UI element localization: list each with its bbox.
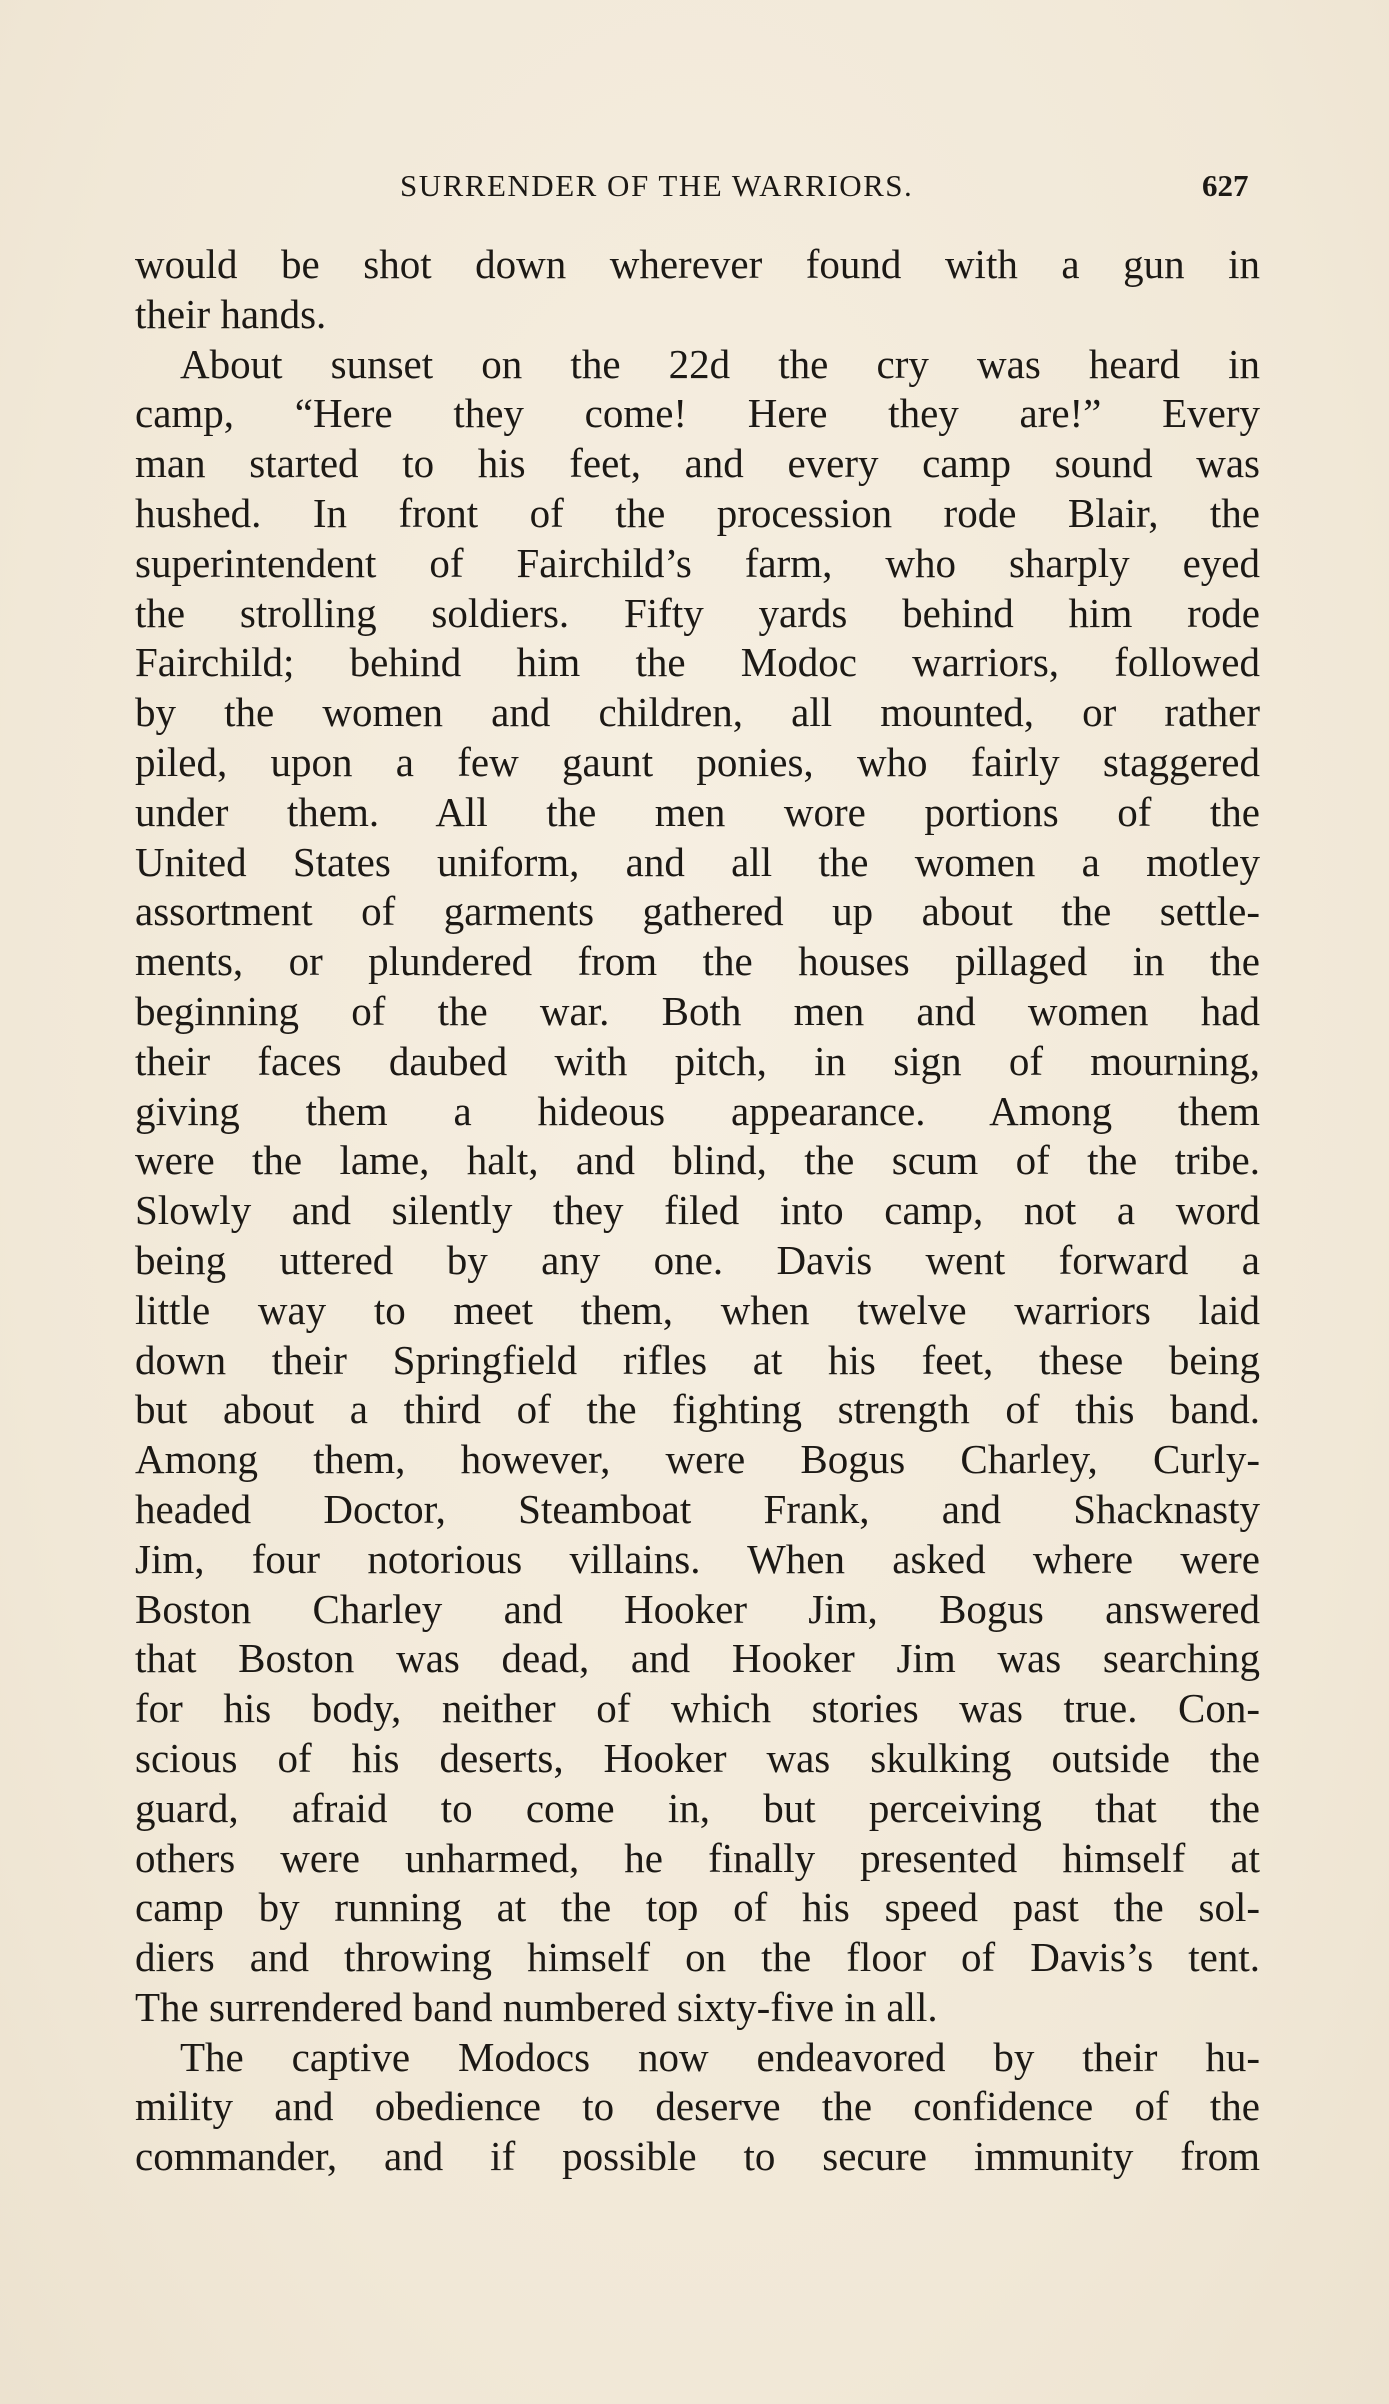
- text-line: for his body, neither of which stories was true. Con-: [135, 1685, 1260, 1732]
- text-line: giving them a hideous appearance. Among them: [135, 1087, 1260, 1134]
- text-line: beginning of the war. Both men and women had: [135, 987, 1260, 1034]
- text-line: assortment of garments gathered up about the settle-: [135, 888, 1260, 935]
- text-line: others were unharmed, he finally presented himself at: [135, 1834, 1260, 1881]
- text-line: ments, or plundered from the houses pillaged in the: [135, 938, 1260, 985]
- text-line: the strolling soldiers. Fifty yards behind him rode: [135, 589, 1260, 636]
- text-line: Boston Charley and Hooker Jim, Bogus answered: [135, 1585, 1260, 1632]
- text-line: piled, upon a few gaunt ponies, who fairly staggered: [135, 738, 1260, 785]
- text-line: About sunset on the 22d the cry was heard in: [180, 340, 1260, 387]
- text-line: their faces daubed with pitch, in sign of mourning,: [135, 1037, 1260, 1084]
- text-line: headed Doctor, Steamboat Frank, and Shacknasty: [135, 1485, 1260, 1532]
- text-line: scious of his deserts, Hooker was skulking outside the: [135, 1734, 1260, 1781]
- text-line: Among them, however, were Bogus Charley, Curly-: [135, 1436, 1260, 1483]
- text-line: that Boston was dead, and Hooker Jim was searching: [135, 1635, 1260, 1682]
- text-line: down their Springfield rifles at his feet, these being: [135, 1336, 1260, 1383]
- text-line: camp, “Here they come! Here they are!” Every: [135, 390, 1260, 437]
- text-line: would be shot down wherever found with a gun in: [135, 241, 1260, 287]
- running-head: SURRENDER OF THE WARRIORS.: [400, 168, 914, 203]
- text-line: United States uniform, and all the women a motley: [135, 838, 1260, 885]
- text-line: The surrendered band numbered sixty-five in all.: [135, 1983, 938, 2030]
- text-line: diers and throwing himself on the floor of Davis’s tent.: [135, 1934, 1260, 1981]
- text-line: under them. All the men wore portions of the: [135, 788, 1260, 835]
- page-number: 627: [1202, 168, 1249, 203]
- text-line: little way to meet them, when twelve warriors laid: [135, 1286, 1260, 1333]
- text-line: hushed. In front of the procession rode Blair, the: [135, 489, 1260, 536]
- text-line: commander, and if possible to secure immunity from: [135, 2133, 1260, 2180]
- text-line: superintendent of Fairchild’s farm, who sharply eyed: [135, 539, 1260, 586]
- text-line: Slowly and silently they filed into camp, not a word: [135, 1187, 1260, 1234]
- text-line: The captive Modocs now endeavored by their hu-: [180, 2033, 1260, 2080]
- text-line: but about a third of the fighting strength of this band.: [135, 1386, 1260, 1433]
- text-line: by the women and children, all mounted, or rather: [135, 689, 1260, 736]
- text-line: were the lame, halt, and blind, the scum of the tribe.: [135, 1137, 1260, 1184]
- text-line: their hands.: [135, 290, 327, 337]
- text-line: being uttered by any one. Davis went forward a: [135, 1236, 1260, 1283]
- text-line: mility and obedience to deserve the confidence of the: [135, 2083, 1260, 2130]
- text-line: guard, afraid to come in, but perceiving that the: [135, 1784, 1260, 1831]
- body-text: [135, 240, 1260, 2182]
- text-line: Jim, four notorious villains. When asked where were: [135, 1535, 1260, 1582]
- text-line: camp by running at the top of his speed past the sol-: [135, 1884, 1260, 1931]
- text-line: Fairchild; behind him the Modoc warriors, followed: [135, 639, 1260, 686]
- text-line: man started to his feet, and every camp sound was: [135, 440, 1260, 487]
